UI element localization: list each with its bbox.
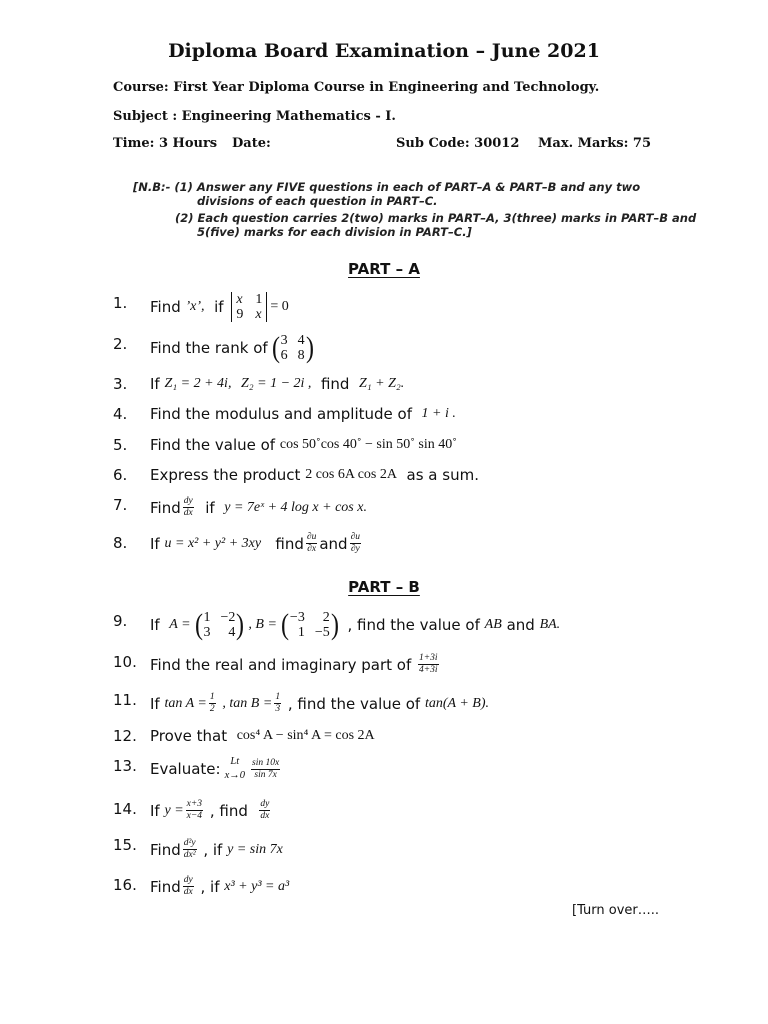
- question-7: Find $\frac{dy}{dx}$ if y = 7eˣ + 4 log x + cos x.: [150, 496, 367, 518]
- fraction: $\frac{\partial u}{\partial x}$: [306, 532, 317, 554]
- question-number: 1.: [113, 294, 128, 312]
- question-9: If A = ( 1 −2 3 4 ) , B = ( −3 2 1 −5 ) , find the value of AB and BA.: [150, 608, 561, 641]
- question-5: Find the value of cos 50˚cos 40˚ − sin 50˚ sin 40˚: [150, 436, 457, 454]
- note-line-2b: 5(five) marks for each division in PART–C.]: [197, 225, 472, 239]
- question-number: 7.: [113, 496, 128, 514]
- fraction: $\frac{dy}{dx}$: [183, 875, 193, 897]
- exam-title: Diploma Board Examination – June 2021: [168, 40, 600, 62]
- question-number: 10.: [113, 653, 137, 671]
- question-15: Find $\frac{\text{d²y}}{\text{dx²}}$ , if y = sin 7x: [150, 838, 283, 860]
- question-number: 11.: [113, 691, 137, 709]
- time-label: Time: 3 Hours: [113, 136, 218, 151]
- course-line: Course: First Year Diploma Course in Engineering and Technology.: [113, 80, 600, 95]
- question-12: Prove that cos⁴ A − sin⁴ A = cos 2A: [150, 727, 375, 745]
- question-number: 9.: [113, 612, 128, 630]
- note-line-1a: [N.B:- (1) Answer any FIVE questions in each of PART–A & PART–B and any two: [133, 180, 641, 194]
- question-number: 3.: [113, 375, 128, 393]
- fraction: $\frac{dy}{dx}$: [260, 799, 270, 821]
- sub-code-label: Sub Code: 30012: [396, 136, 520, 151]
- question-number: 14.: [113, 800, 137, 818]
- question-16: Find $\frac{dy}{dx}$ , if x³ + y³ = a³: [150, 875, 290, 897]
- question-4: Find the modulus and amplitude of 1 + i .: [150, 405, 456, 423]
- fraction: $\frac{\text{d²y}}{\text{dx²}}$: [183, 838, 196, 860]
- question-number: 16.: [113, 876, 137, 894]
- fraction: $\frac{dy}{dx}$: [183, 496, 193, 518]
- fraction: $\frac{1}{2}$: [209, 692, 215, 714]
- question-1: Find ’x’, if x 1 9 x = 0: [150, 292, 289, 322]
- note-line-2a: (2) Each question carries 2(two) marks in PART–A, 3(three) marks in PART–B and: [175, 211, 697, 225]
- limit: Lt x→0: [224, 756, 245, 781]
- question-6: Express the product 2 cos 6A cos 2A as a sum.: [150, 466, 479, 484]
- fraction: $\frac{\sin 10x}{\sin 7x}$: [252, 757, 280, 780]
- exam-info-row: [113, 136, 673, 154]
- question-2: Find the rank of ( 3 4 6 8 ): [150, 331, 314, 364]
- fraction: $\frac{x+3}{x-4}$: [186, 799, 203, 821]
- matrix: ( −3 2 1 −5 ): [280, 608, 339, 641]
- question-number: 2.: [113, 335, 128, 353]
- question-number: 13.: [113, 757, 137, 775]
- question-number: 8.: [113, 534, 128, 552]
- fraction: $\frac{1+3i}{4+3i}$: [419, 653, 438, 675]
- question-8: If u = x² + y² + 3xy find $\frac{\partial u}{\partial x}$ and $\frac{\partial u}{\partial y}$: [150, 532, 361, 554]
- matrix: ( 3 4 6 8 ): [271, 331, 314, 364]
- question-number: 6.: [113, 466, 128, 484]
- question-number: 12.: [113, 727, 137, 745]
- question-13: Evaluate: Lt x→0 $\frac{\sin 10x}{\sin 7x}$: [150, 756, 280, 781]
- question-11: If tan A = $\frac{1}{2}$ , tan B = $\frac{1}{3}$ , find the value of tan(A + B).: [150, 692, 490, 714]
- question-10: Find the real and imaginary part of $\frac{1+3i}{4+3i}$: [150, 653, 438, 675]
- max-marks-label: Max. Marks: 75: [538, 136, 652, 151]
- question-14: If y = $\frac{x+3}{x-4}$ , find $\frac{dy}{dx}$: [150, 799, 270, 821]
- determinant: x 1 9 x: [231, 292, 267, 322]
- part-a-heading: PART – A: [348, 260, 420, 278]
- question-number: 15.: [113, 836, 137, 854]
- fraction: $\frac{\partial u}{\partial y}$: [350, 532, 361, 554]
- fraction: $\frac{1}{3}$: [275, 692, 281, 714]
- part-b-heading: PART – B: [348, 578, 420, 596]
- question-number: 5.: [113, 436, 128, 454]
- matrix: ( 1 −2 3 4 ): [194, 608, 245, 641]
- subject-line: Subject : Engineering Mathematics - I.: [113, 109, 396, 124]
- question-number: 4.: [113, 405, 128, 423]
- question-3: If Z₁ = 2 + 4i, Z₂ = 1 − 2i , find Z₁ + Z₂.: [150, 375, 405, 393]
- note-line-1b: divisions of each question in PART–C.: [197, 194, 438, 208]
- turn-over-note: [Turn over…..: [572, 903, 660, 918]
- date-label: Date:: [232, 136, 271, 151]
